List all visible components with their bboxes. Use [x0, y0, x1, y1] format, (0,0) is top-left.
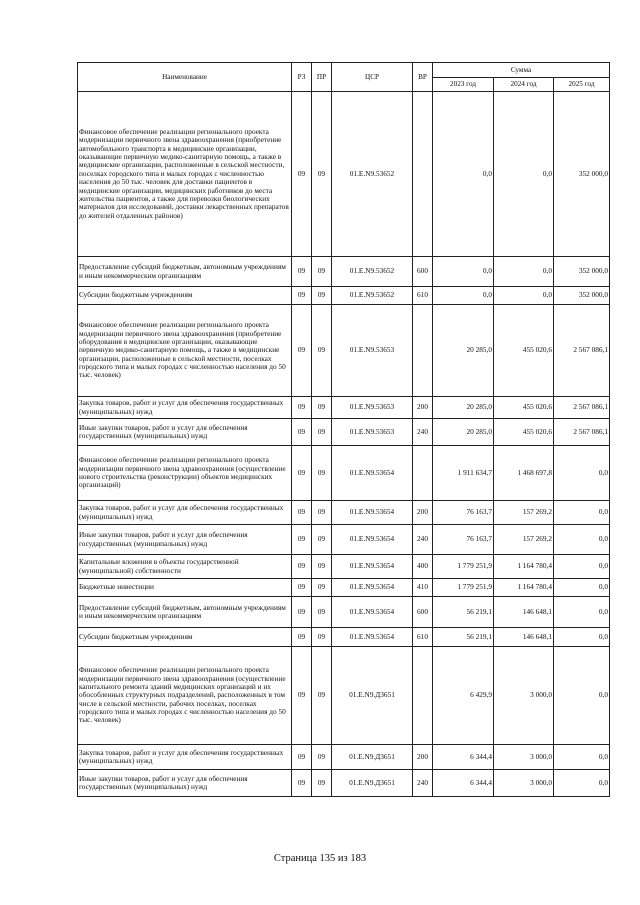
- cell-name: Закупка товаров, работ и услуг для обеспечения государственных (муниципальных) нужд: [78, 745, 292, 770]
- cell-2024: 146 648,1: [494, 628, 554, 647]
- cell-2024: 3 000,0: [494, 745, 554, 770]
- cell-2025: 0,0: [554, 501, 610, 525]
- cell-2024: 146 648,1: [494, 597, 554, 628]
- cell-csr: 01.Е.N9.Д3651: [332, 647, 413, 745]
- cell-vr: 240: [413, 419, 433, 446]
- table-row: [78, 647, 610, 745]
- cell-2025: 0,0: [554, 579, 610, 597]
- cell-2023: 1 911 634,7: [433, 446, 494, 501]
- cell-vr: 200: [413, 397, 433, 419]
- cell-2024: 3 000,0: [494, 770, 554, 797]
- cell-pr: 09: [312, 555, 332, 579]
- table-row: [78, 770, 610, 797]
- cell-2023: 20 285,0: [433, 419, 494, 446]
- cell-2023: 1 779 251,9: [433, 579, 494, 597]
- cell-2023: 0,0: [433, 257, 494, 287]
- cell-2024: 1 164 780,4: [494, 579, 554, 597]
- cell-rz: 09: [292, 257, 312, 287]
- table-row: [78, 287, 610, 305]
- cell-pr: 09: [312, 446, 332, 501]
- cell-vr: 610: [413, 287, 433, 305]
- cell-2024: 3 000,0: [494, 647, 554, 745]
- cell-rz: 09: [292, 446, 312, 501]
- header-sum: Сумма: [433, 63, 610, 78]
- cell-vr: 240: [413, 770, 433, 797]
- cell-name: Закупка товаров, работ и услуг для обеспечения государственных (муниципальных) нужд: [78, 501, 292, 525]
- cell-name: Закупка товаров, работ и услуг для обеспечения государственных (муниципальных) нужд: [78, 397, 292, 419]
- cell-2025: 0,0: [554, 597, 610, 628]
- cell-2023: 56 219,1: [433, 628, 494, 647]
- cell-2024: 455 020,6: [494, 305, 554, 397]
- cell-2025: 0,0: [554, 525, 610, 555]
- cell-2025: 0,0: [554, 647, 610, 745]
- cell-2025: 0,0: [554, 628, 610, 647]
- cell-name: Финансовое обеспечение реализации регионального проекта модернизации первичного звена здравоохранения (приобретение оборудования в медицинские организации, оказывающие первичную медико-санитарную помощь, а также в медицинские организации, расположенные в сельской местности, поселках городского типа и малых городах с численностью населения до 50 тыс. человек): [78, 305, 292, 397]
- cell-2025: 2 567 086,1: [554, 305, 610, 397]
- cell-2024: 1 468 697,8: [494, 446, 554, 501]
- cell-2023: 6 344,4: [433, 770, 494, 797]
- cell-csr: 01.Е.N9.Д3651: [332, 770, 413, 797]
- cell-pr: 09: [312, 397, 332, 419]
- cell-2023: 76 163,7: [433, 501, 494, 525]
- cell-2023: 6 344,4: [433, 745, 494, 770]
- cell-rz: 09: [292, 397, 312, 419]
- cell-pr: 09: [312, 257, 332, 287]
- cell-2023: 20 285,0: [433, 305, 494, 397]
- cell-csr: 01.Е.N9.53652: [332, 92, 413, 257]
- header-2025: 2025 год: [554, 78, 610, 92]
- cell-csr: 01.Е.N9.53654: [332, 446, 413, 501]
- cell-rz: 09: [292, 419, 312, 446]
- cell-pr: 09: [312, 305, 332, 397]
- table-row: [78, 92, 610, 257]
- header-2024: 2024 год: [494, 78, 554, 92]
- table-row: [78, 597, 610, 628]
- cell-2023: 0,0: [433, 92, 494, 257]
- cell-name: Субсидии бюджетным учреждениям: [78, 287, 292, 305]
- header-vr: ВР: [413, 63, 433, 92]
- cell-csr: 01.Е.N9.53653: [332, 397, 413, 419]
- cell-vr: [413, 446, 433, 501]
- cell-2025: 0,0: [554, 770, 610, 797]
- table-row: [78, 305, 610, 397]
- cell-csr: 01.Е.N9.53652: [332, 287, 413, 305]
- cell-vr: 600: [413, 257, 433, 287]
- table-row: [78, 397, 610, 419]
- table-row: [78, 745, 610, 770]
- cell-csr: 01.Е.N9.53654: [332, 525, 413, 555]
- cell-rz: 09: [292, 647, 312, 745]
- cell-2024: 455 020,6: [494, 397, 554, 419]
- cell-2024: 455 020,6: [494, 419, 554, 446]
- cell-csr: 01.Е.N9.53654: [332, 579, 413, 597]
- cell-2023: 76 163,7: [433, 525, 494, 555]
- cell-2025: 352 000,0: [554, 92, 610, 257]
- header-2023: 2023 год: [433, 78, 494, 92]
- cell-2025: 0,0: [554, 446, 610, 501]
- header-name: Наименование: [78, 63, 292, 92]
- cell-name: Субсидии бюджетным учреждениям: [78, 628, 292, 647]
- cell-vr: 600: [413, 597, 433, 628]
- budget-table: [77, 62, 610, 797]
- cell-2025: 0,0: [554, 745, 610, 770]
- table-row: [78, 628, 610, 647]
- cell-2024: 157 269,2: [494, 525, 554, 555]
- cell-csr: 01.Е.N9.53654: [332, 628, 413, 647]
- cell-pr: 09: [312, 770, 332, 797]
- cell-vr: 400: [413, 555, 433, 579]
- cell-pr: 09: [312, 525, 332, 555]
- cell-pr: 09: [312, 419, 332, 446]
- cell-2023: 56 219,1: [433, 597, 494, 628]
- cell-rz: 09: [292, 770, 312, 797]
- cell-csr: 01.Е.N9.53654: [332, 555, 413, 579]
- cell-name: Предоставление субсидий бюджетным, автономным учреждениям и иным некоммерческим организациям: [78, 597, 292, 628]
- cell-vr: [413, 92, 433, 257]
- cell-vr: [413, 305, 433, 397]
- cell-vr: [413, 647, 433, 745]
- cell-pr: 09: [312, 287, 332, 305]
- cell-pr: 09: [312, 745, 332, 770]
- cell-vr: 200: [413, 745, 433, 770]
- table-row: [78, 446, 610, 501]
- page-number: Страница 135 из 183: [273, 853, 367, 864]
- cell-name: Предоставление субсидий бюджетным, автономным учреждениям и иным некоммерческим организациям: [78, 257, 292, 287]
- cell-2024: 0,0: [494, 257, 554, 287]
- cell-name: Финансовое обеспечение реализации регионального проекта модернизации первичного звена здравоохранения (осуществление нового строительства (реконструкции) объектов медицинских организаций): [78, 446, 292, 501]
- cell-name: Иные закупки товаров, работ и услуг для обеспечения государственных (муниципальных) нужд: [78, 525, 292, 555]
- cell-vr: 610: [413, 628, 433, 647]
- cell-pr: 09: [312, 628, 332, 647]
- cell-pr: 09: [312, 597, 332, 628]
- header-csr: ЦСР: [332, 63, 413, 92]
- cell-rz: 09: [292, 597, 312, 628]
- cell-rz: 09: [292, 579, 312, 597]
- budget-table-container: [77, 62, 609, 797]
- cell-2023: 1 779 251,9: [433, 555, 494, 579]
- cell-name: Финансовое обеспечение реализации регионального проекта модернизации первичного звена здравоохранения (приобретение автомобильного транспорта в медицинские организации, оказывающие первичную медико-санитарную помощь, а также в медицинские организации, расположенные в сельской местности, поселках городского типа и малых городах с численностью населения до 50 тыс. человек для доставки пациентов в медицинские организации, медицинских работников до места жительства пациентов, а также для перевозки биологических материалов для исследований, доставки лекарственных препаратов до жителей отдаленных районов): [78, 92, 292, 257]
- cell-name: Бюджетные инвестиции: [78, 579, 292, 597]
- cell-2025: 0,0: [554, 555, 610, 579]
- cell-pr: 09: [312, 647, 332, 745]
- cell-2025: 352 000,0: [554, 257, 610, 287]
- cell-2025: 2 567 086,1: [554, 419, 610, 446]
- cell-2024: 157 269,2: [494, 501, 554, 525]
- cell-csr: 01.Е.N9.53653: [332, 419, 413, 446]
- cell-vr: 410: [413, 579, 433, 597]
- cell-pr: 09: [312, 92, 332, 257]
- cell-name: Финансовое обеспечение реализации регионального проекта модернизации первичного звена здравоохранения (осуществление капитального ремонта зданий медицинских организаций и их обособленных структурных подразделений, расположенных в том числе в сельской местности, рабочих поселках, поселках городского типа и малых городах с численностью населения до 50 тыс. человек): [78, 647, 292, 745]
- cell-2023: 6 429,9: [433, 647, 494, 745]
- cell-csr: 01.Е.N9.53653: [332, 305, 413, 397]
- cell-2025: 2 567 086,1: [554, 397, 610, 419]
- cell-rz: 09: [292, 501, 312, 525]
- cell-rz: 09: [292, 305, 312, 397]
- cell-csr: 01.Е.N9.Д3651: [332, 745, 413, 770]
- cell-name: Иные закупки товаров, работ и услуг для обеспечения государственных (муниципальных) нужд: [78, 419, 292, 446]
- cell-rz: 09: [292, 745, 312, 770]
- cell-vr: 240: [413, 525, 433, 555]
- cell-2024: 0,0: [494, 92, 554, 257]
- cell-rz: 09: [292, 555, 312, 579]
- cell-rz: 09: [292, 287, 312, 305]
- cell-csr: 01.Е.N9.53654: [332, 597, 413, 628]
- cell-rz: 09: [292, 92, 312, 257]
- cell-2025: 352 000,0: [554, 287, 610, 305]
- cell-rz: 09: [292, 525, 312, 555]
- table-row: [78, 501, 610, 525]
- cell-pr: 09: [312, 501, 332, 525]
- cell-csr: 01.Е.N9.53654: [332, 501, 413, 525]
- cell-name: Капитальные вложения в объекты государственной (муниципальной) собственности: [78, 555, 292, 579]
- cell-2023: 20 285,0: [433, 397, 494, 419]
- header-pr: ПР: [312, 63, 332, 92]
- cell-vr: 200: [413, 501, 433, 525]
- table-row: [78, 419, 610, 446]
- table-body: [78, 92, 610, 797]
- cell-csr: 01.Е.N9.53652: [332, 257, 413, 287]
- cell-2023: 0,0: [433, 287, 494, 305]
- cell-rz: 09: [292, 628, 312, 647]
- table-row: [78, 257, 610, 287]
- cell-pr: 09: [312, 579, 332, 597]
- table-row: [78, 579, 610, 597]
- table-row: [78, 525, 610, 555]
- cell-2024: 1 164 780,4: [494, 555, 554, 579]
- cell-name: Иные закупки товаров, работ и услуг для обеспечения государственных (муниципальных) нужд: [78, 770, 292, 797]
- table-row: [78, 555, 610, 579]
- header-rz: РЗ: [292, 63, 312, 92]
- cell-2024: 0,0: [494, 287, 554, 305]
